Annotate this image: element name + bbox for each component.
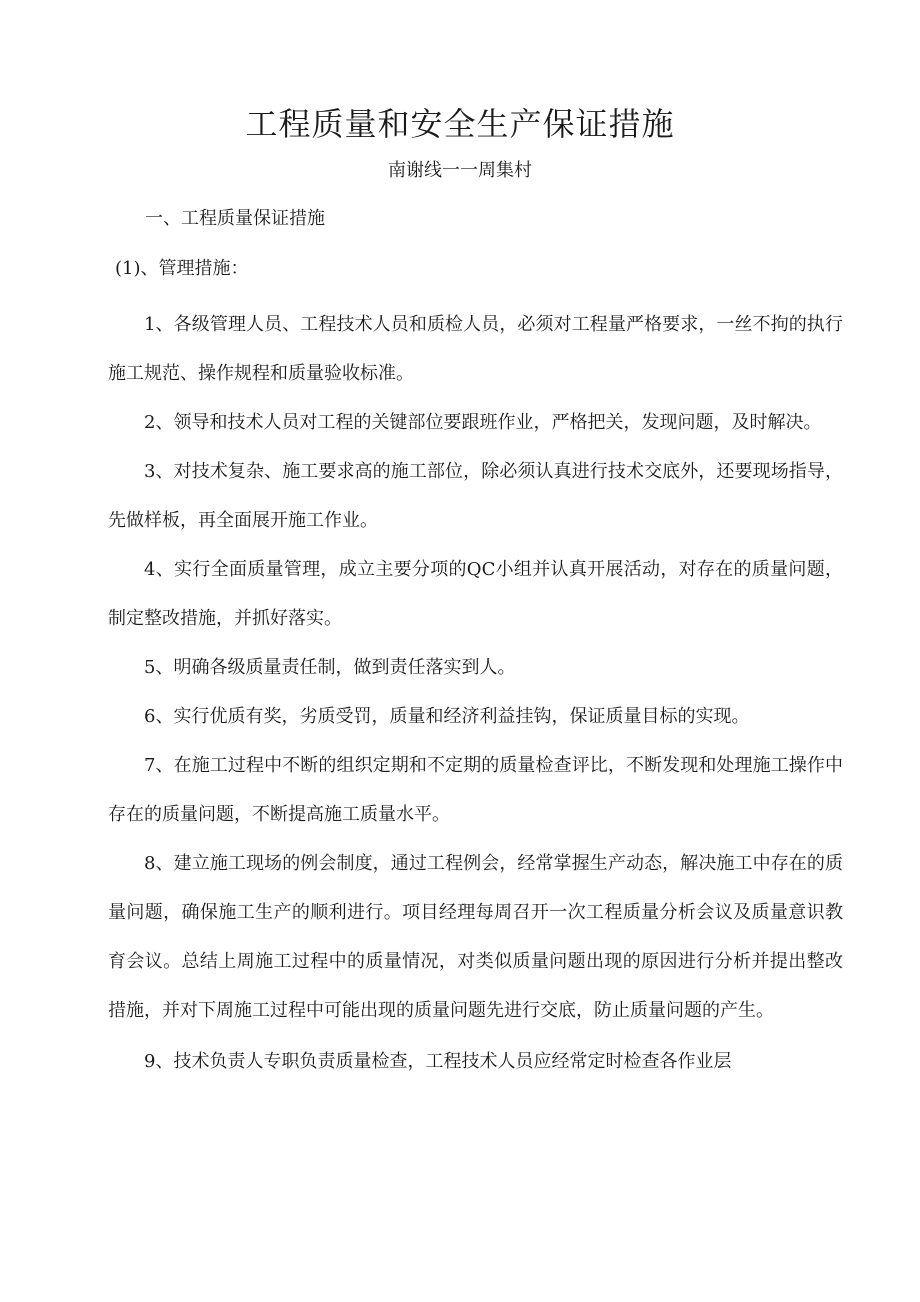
section-heading: 一、工程质量保证措施 [145, 208, 325, 229]
document-title: 工程质量和安全生产保证措施 [245, 105, 675, 143]
measures-list [108, 300, 843, 1086]
list-item: 6、实行优质有奖，劣质受罚，质量和经济利益挂钩，保证质量目标的实现。 [144, 706, 750, 727]
document-subtitle: 南谢线一一周集村 [388, 160, 532, 181]
list-item: 3、对技术复杂、施工要求高的施工部位，除必须认真进行技术交底外，还要现场指导，先做样板，再全面展开施工作业。 [108, 461, 843, 531]
list-item: 5、明确各级质量责任制，做到责任落实到人。 [144, 657, 516, 678]
list-item: 9、技术负责人专职负责质量检查，工程技术人员应经常定时检查各作业层 [144, 1051, 732, 1072]
list-item: 7、在施工过程中不断的组织定期和不定期的质量检查评比，不断发现和处理施工操作中存在的质量问题，不断提高施工质量水平。 [108, 755, 843, 825]
list-item: 8、建立施工现场的例会制度，通过工程例会，经常掌握生产动态，解决施工中存在的质量问题，确保施工生产的顺利进行。项目经理每周召开一次工程质量分析会议及质量意识教育会议。总结上周施工过程中的质量情况，对类似质量问题出现的原因进行分析并提出整改措施，并对下周施工过程中可能出现的质量问题先进行交底，防止质量问题的产生。 [108, 853, 843, 1021]
list-item: 1、各级管理人员、工程技术人员和质检人员，必须对工程量严格要求，一丝不拘的执行施工规范、操作规程和质量验收标准。 [108, 314, 843, 384]
list-item: 4、实行全面质量管理，成立主要分项的QC小组并认真开展活动，对存在的质量问题，制定整改措施，并抓好落实。 [108, 559, 843, 629]
subsection-heading: (1)、管理措施： [115, 258, 249, 279]
list-item: 2、领导和技术人员对工程的关键部位要跟班作业，严格把关，发现问题，及时解决。 [144, 412, 822, 433]
